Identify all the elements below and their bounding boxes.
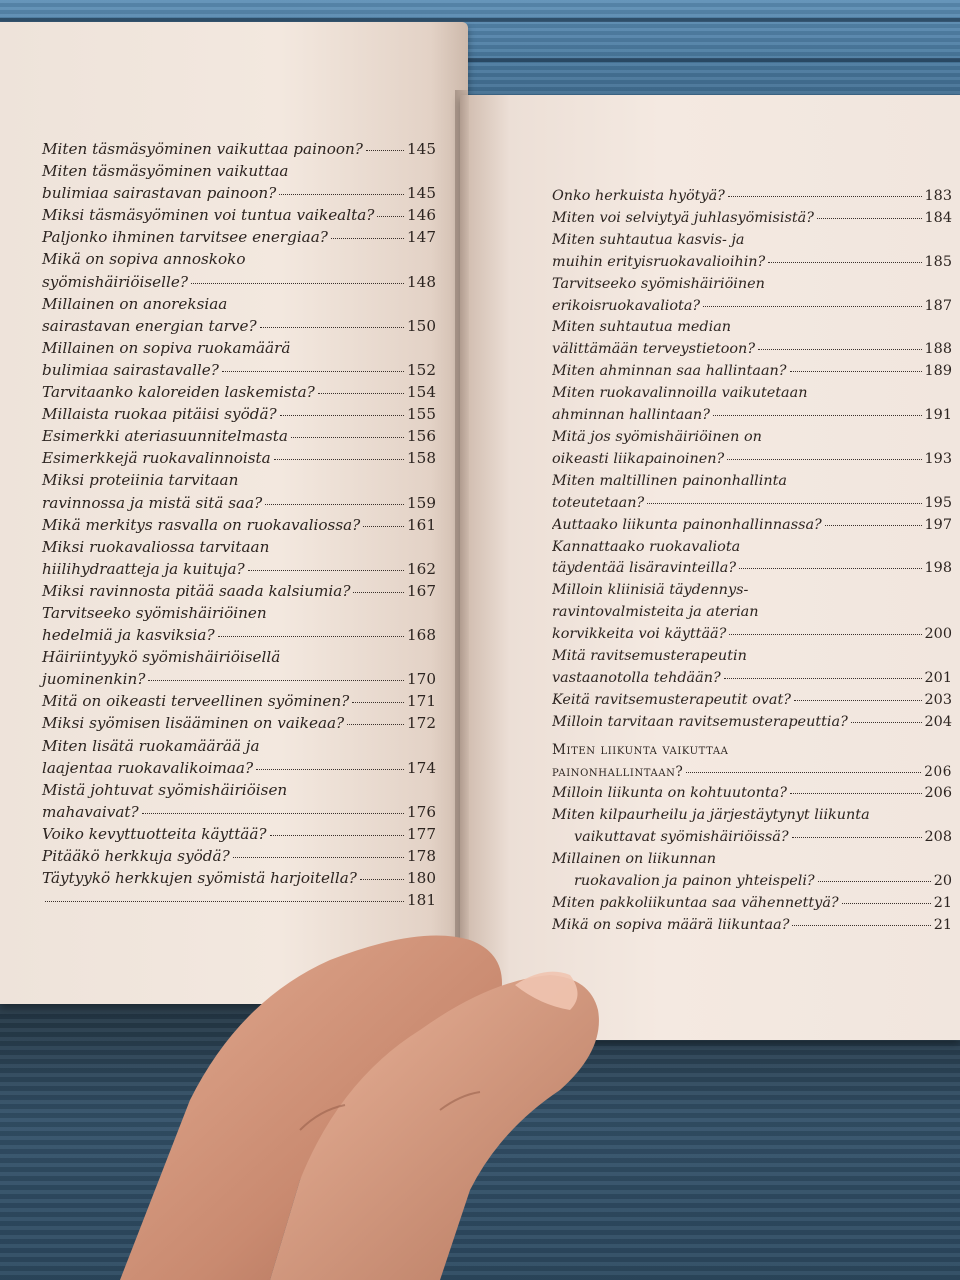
toc-entry-title: Tarvitaanko kaloreiden laskemista? [42, 383, 315, 402]
toc-page-number: 152 [407, 360, 436, 379]
toc-entry-line [42, 558, 436, 580]
toc-entry-title: Miten lisätä ruokamäärää ja [42, 736, 260, 755]
toc-page-number: 156 [407, 427, 436, 446]
toc-entry-line [42, 337, 436, 359]
toc-entry-title: oikeasti liikapainoinen? [552, 450, 725, 467]
toc-entry-title: Milloin tarvitaan ravitsemusterapeuttia? [552, 713, 848, 730]
toc-entry-title: Millainen on sopiva ruokamäärä [42, 338, 291, 357]
toc-entry-title: Tarvitseeko syömishäiriöinen [552, 275, 765, 292]
toc-entry-line [552, 274, 952, 296]
toc-leader-dots [647, 503, 921, 504]
toc-leader-dots [218, 636, 404, 637]
toc-entry-title: Esimerkkejä ruokavalinnoista [42, 449, 271, 468]
toc-leader-dots [191, 283, 404, 284]
toc-entry-line [42, 226, 436, 248]
toc-entry-line [552, 915, 952, 937]
toc-entry-line [552, 405, 952, 427]
toc-entry-line [552, 493, 952, 515]
toc-entry-line [42, 359, 436, 381]
toc-entry-line [552, 208, 952, 230]
toc-entry-line [552, 296, 952, 318]
toc-leader-dots [794, 700, 922, 701]
toc-entry-title: Miten ahminnan saa hallintaan? [552, 363, 787, 380]
toc-page-number: 21 [933, 895, 952, 911]
toc-entry-line [42, 580, 436, 602]
toc-entry-line [552, 471, 952, 493]
toc-leader-dots [366, 150, 404, 151]
toc-entry-title: Miten maltillinen painonhallinta [552, 472, 788, 489]
toc-entry-title: Millaista ruokaa pitäisi syödä? [42, 405, 277, 424]
toc-page-number: 21 [933, 916, 952, 933]
toc-leader-dots [265, 504, 404, 505]
toc-entry-line [552, 252, 952, 274]
toc-page-number: 159 [407, 493, 436, 512]
toc-page-number: 20 [933, 873, 952, 890]
toc-section-line [552, 734, 952, 762]
toc-entry-line [552, 427, 952, 449]
toc-page-number: 158 [407, 449, 436, 468]
toc-page-number: 183 [924, 188, 952, 204]
toc-entry-line [42, 602, 436, 624]
toc-leader-dots [792, 837, 922, 838]
toc-entry-title: Milloin kliinisiä täydennys- [552, 582, 749, 599]
toc-entry-line [42, 712, 436, 734]
toc-entry-title: Mitä jos syömishäiriöinen on [552, 428, 762, 445]
toc-entry-title: Miten suhtautua kasvis- ja [552, 231, 745, 248]
toc-entry-line [42, 425, 436, 447]
toc-leader-dots [818, 881, 931, 882]
toc-page-number: 203 [924, 691, 952, 708]
toc-entry-line [552, 668, 952, 690]
toc-entry-title: Miksi syömisen lisääminen on vaikeaa? [42, 714, 345, 733]
toc-entry-line [42, 160, 436, 182]
toc-page-number: 193 [924, 450, 952, 467]
toc-page-number: 195 [924, 494, 952, 511]
toc-entry-line [42, 447, 436, 469]
toc-entry-line [552, 646, 952, 668]
toc-leader-dots [377, 216, 404, 217]
toc-page-number: 145 [407, 184, 436, 203]
toc-leader-dots [291, 437, 404, 438]
toc-leader-dots [248, 570, 404, 571]
toc-leader-dots [703, 306, 921, 307]
toc-leader-dots [353, 592, 404, 593]
toc-leader-dots [790, 793, 922, 794]
toc-leader-dots [222, 371, 404, 372]
toc-page-number: 206 [924, 763, 952, 780]
toc-entry-title: täydentää lisäravinteilla? [552, 560, 737, 577]
toc-leader-dots [331, 238, 404, 239]
toc-entry-title: laajentaa ruokavalikoimaa? [42, 758, 254, 777]
toc-leader-dots [727, 459, 921, 460]
toc-entry-title: ravinnossa ja mistä sitä saa? [42, 493, 263, 512]
toc-entry-line [42, 514, 436, 536]
toc-entry-line [42, 204, 436, 226]
toc-page-number: 198 [924, 560, 952, 577]
toc-leader-dots [363, 526, 404, 527]
toc-entry-line [42, 315, 436, 337]
toc-entry-line [552, 871, 952, 893]
toc-entry-title: Miksi proteiinia tarvitaan [42, 471, 239, 490]
toc-page-number: 146 [407, 206, 436, 225]
toc-entry-title: välittämään terveystietoon? [552, 341, 756, 358]
toc-entry-title: Miten liikunta vaikuttaa [552, 741, 729, 758]
toc-page-number: 188 [924, 341, 952, 358]
toc-entry-title: Täytyykö herkkujen syömistä harjoitella? [42, 869, 357, 888]
toc-entry-line [42, 492, 436, 514]
toc-entry-title: Milloin liikunta on kohtuutonta? [552, 785, 787, 802]
toc-page-number: 204 [924, 713, 952, 730]
table-of-contents-left [42, 138, 436, 911]
toc-entry-title: Keitä ravitsemusterapeutit ovat? [552, 691, 791, 708]
toc-entry-title: mahavaivat? [42, 802, 139, 821]
toc-entry-line [42, 624, 436, 646]
toc-entry-title: Mikä on sopiva määrä liikuntaa? [552, 916, 790, 933]
toc-entry-line [42, 889, 436, 911]
wooden-table-bottom [0, 1010, 960, 1280]
toc-leader-dots [792, 925, 930, 926]
toc-page-number: 180 [407, 869, 436, 888]
toc-leader-dots [280, 415, 404, 416]
toc-entry-title: Miten täsmäsyöminen vaikuttaa painoon? [42, 140, 363, 158]
toc-leader-dots [347, 724, 404, 725]
toc-page-number: 155 [407, 405, 436, 424]
toc-entry-line [552, 783, 952, 805]
toc-page-number: 167 [407, 581, 436, 600]
toc-entry-title: sairastavan energian tarve? [42, 316, 257, 335]
toc-entry-line [42, 867, 436, 889]
toc-entry-line [552, 712, 952, 734]
toc-entry-line [42, 182, 436, 204]
toc-page-number: 162 [407, 559, 436, 578]
toc-page-number: 170 [407, 670, 436, 689]
toc-entry-line [552, 558, 952, 580]
toc-page-number: 171 [407, 692, 436, 711]
toc-entry-line [552, 580, 952, 602]
toc-leader-dots [279, 194, 404, 195]
toc-entry-line [552, 849, 952, 871]
toc-entry-line [42, 248, 436, 270]
toc-leader-dots [713, 415, 922, 416]
toc-page-number: 181 [407, 891, 436, 910]
toc-entry-line [42, 801, 436, 823]
toc-entry-title: Paljonko ihminen tarvitsee energiaa? [42, 228, 328, 247]
toc-entry-title: hedelmiä ja kasviksia? [42, 626, 215, 645]
toc-page-number: 174 [407, 758, 436, 777]
toc-entry-title: Pitääkö herkkuja syödä? [42, 847, 230, 865]
toc-entry-title: Miksi ravinnosta pitää saada kalsiumia? [42, 581, 351, 600]
toc-page-number: 177 [407, 824, 436, 843]
toc-entry-title: Voiko kevyttuotteita käyttää? [42, 824, 267, 843]
toc-leader-dots [148, 680, 404, 681]
toc-entry-line [552, 383, 952, 405]
toc-entry-line [552, 317, 952, 339]
book-gutter [455, 90, 469, 1010]
toc-section-line [552, 762, 952, 784]
toc-entry-title: juominenkin? [42, 670, 146, 689]
toc-entry-line [42, 138, 436, 160]
toc-entry-title: muihin erityisruokavalioihin? [552, 253, 766, 270]
toc-leader-dots [142, 813, 404, 814]
toc-page-number: 145 [407, 140, 436, 158]
toc-page-number: 200 [924, 626, 952, 643]
toc-entry-title: vaikuttavat syömishäiriöissä? [574, 829, 789, 846]
toc-page-number: 168 [407, 626, 436, 645]
toc-entry-line [42, 381, 436, 403]
toc-leader-dots [825, 525, 922, 526]
toc-entry-line [552, 624, 952, 646]
toc-entry-line [552, 537, 952, 559]
toc-leader-dots [360, 879, 404, 880]
toc-entry-title: Mikä on sopiva annoskoko [42, 250, 246, 269]
toc-entry-line [42, 668, 436, 690]
toc-leader-dots [686, 772, 921, 773]
toc-entry-line [42, 293, 436, 315]
toc-entry-line [552, 602, 952, 624]
toc-entry-title: Mitä ravitsemusterapeutin [552, 648, 747, 665]
toc-entry-title: Millainen on liikunnan [552, 851, 717, 868]
toc-leader-dots [270, 835, 404, 836]
toc-entry-title: erikoisruokavaliota? [552, 297, 701, 314]
toc-entry-line [42, 271, 436, 293]
toc-page-number: 161 [407, 515, 436, 534]
toc-entry-line [552, 515, 952, 537]
toc-entry-title: Miten suhtautua median [552, 319, 732, 336]
toc-entry-line [42, 779, 436, 801]
toc-entry-title: ruokavalion ja painon yhteispeli? [574, 873, 815, 890]
toc-entry-line [42, 403, 436, 425]
toc-entry-title: toteutetaan? [552, 494, 645, 511]
toc-entry-line [552, 893, 952, 915]
toc-entry-line [42, 757, 436, 779]
toc-page-number: 185 [924, 253, 952, 270]
toc-entry-title: Mikä merkitys rasvalla on ruokavaliossa? [42, 515, 361, 534]
toc-leader-dots [724, 678, 922, 679]
toc-page-number: 208 [924, 829, 952, 846]
toc-leader-dots [352, 702, 404, 703]
toc-page-number: 148 [407, 272, 436, 291]
toc-leader-dots [45, 901, 404, 902]
toc-leader-dots [728, 196, 922, 197]
toc-page-number: 187 [924, 297, 952, 314]
toc-entry-title: syömishäiriöiselle? [42, 272, 189, 291]
toc-entry-title: Miten kilpaurheilu ja järjestäytynyt liikunta [552, 807, 870, 824]
toc-entry-line [42, 735, 436, 757]
toc-entry-line [42, 845, 436, 867]
toc-page-number: 184 [924, 209, 952, 226]
toc-entry-title: vastaanotolla tehdään? [552, 669, 721, 686]
toc-leader-dots [318, 393, 404, 394]
toc-page-number: 201 [924, 669, 952, 686]
toc-entry-line [552, 186, 952, 208]
toc-entry-title: bulimiaa sairastavalle? [42, 360, 219, 379]
toc-leader-dots [274, 459, 404, 460]
toc-entry-line [42, 690, 436, 712]
toc-entry-line [552, 339, 952, 361]
toc-entry-title: bulimiaa sairastavan painoon? [42, 184, 277, 203]
toc-entry-line [552, 230, 952, 252]
toc-leader-dots [739, 568, 921, 569]
toc-entry-title: Häiriintyykö syömishäiriöisellä [42, 648, 281, 667]
toc-entry-title: Miten täsmäsyöminen vaikuttaa [42, 162, 289, 181]
toc-leader-dots [233, 857, 404, 858]
toc-entry-line [552, 361, 952, 383]
toc-page-number: 178 [407, 847, 436, 865]
toc-page-number: 206 [924, 785, 952, 802]
toc-entry-title: Miksi ruokavaliossa tarvitaan [42, 537, 270, 556]
toc-entry-title: Miten voi selviytyä juhlasyömisistä? [552, 209, 814, 226]
toc-entry-line [42, 536, 436, 558]
toc-entry-title: ahminnan hallintaan? [552, 407, 710, 424]
toc-entry-title: Esimerkki ateriasuunnitelmasta [42, 427, 288, 446]
toc-entry-title: ravintovalmisteita ja aterian [552, 604, 759, 621]
toc-entry-title: Mitä on oikeasti terveellinen syöminen? [42, 692, 350, 711]
toc-entry-line [552, 805, 952, 827]
toc-page-number: 189 [924, 363, 952, 380]
toc-page-number: 191 [924, 407, 952, 424]
toc-page-number: 176 [407, 802, 436, 821]
toc-leader-dots [790, 371, 922, 372]
toc-entry-title: Auttaako liikunta painonhallinnassa? [552, 516, 822, 533]
toc-entry-line [42, 823, 436, 845]
toc-leader-dots [851, 722, 922, 723]
toc-entry-line [552, 690, 952, 712]
toc-leader-dots [817, 218, 922, 219]
toc-leader-dots [260, 327, 404, 328]
toc-entry-line [42, 646, 436, 668]
toc-page-number: 172 [407, 714, 436, 733]
toc-leader-dots [729, 634, 921, 635]
toc-page-number: 154 [407, 383, 436, 402]
toc-entry-line [42, 469, 436, 491]
table-of-contents-right [552, 186, 952, 937]
toc-leader-dots [768, 262, 921, 263]
toc-entry-title: Miksi täsmäsyöminen voi tuntua vaikealta? [42, 206, 375, 225]
toc-entry-title: korvikkeita voi käyttää? [552, 626, 727, 643]
toc-entry-title: Mistä johtuvat syömishäiriöisen [42, 780, 288, 799]
toc-entry-title: Tarvitseeko syömishäiriöinen [42, 603, 267, 622]
toc-leader-dots [256, 769, 404, 770]
toc-entry-line [552, 449, 952, 471]
toc-entry-title: Millainen on anoreksiaa [42, 294, 228, 313]
toc-page-number: 150 [407, 316, 436, 335]
toc-page-number: 147 [407, 228, 436, 247]
toc-leader-dots [758, 349, 921, 350]
toc-entry-title: painonhallintaan? [552, 763, 684, 780]
toc-entry-line [552, 827, 952, 849]
toc-entry-title: Miten pakkoliikuntaa saa vähennettyä? [552, 895, 839, 911]
toc-entry-title: Kannattaako ruokavaliota [552, 538, 741, 555]
toc-entry-title: Onko herkuista hyötyä? [552, 188, 725, 204]
toc-entry-title: Miten ruokavalinnoilla vaikutetaan [552, 385, 808, 402]
toc-page-number: 197 [924, 516, 952, 533]
toc-entry-title: hiilihydraatteja ja kuituja? [42, 559, 245, 578]
toc-leader-dots [842, 903, 931, 904]
